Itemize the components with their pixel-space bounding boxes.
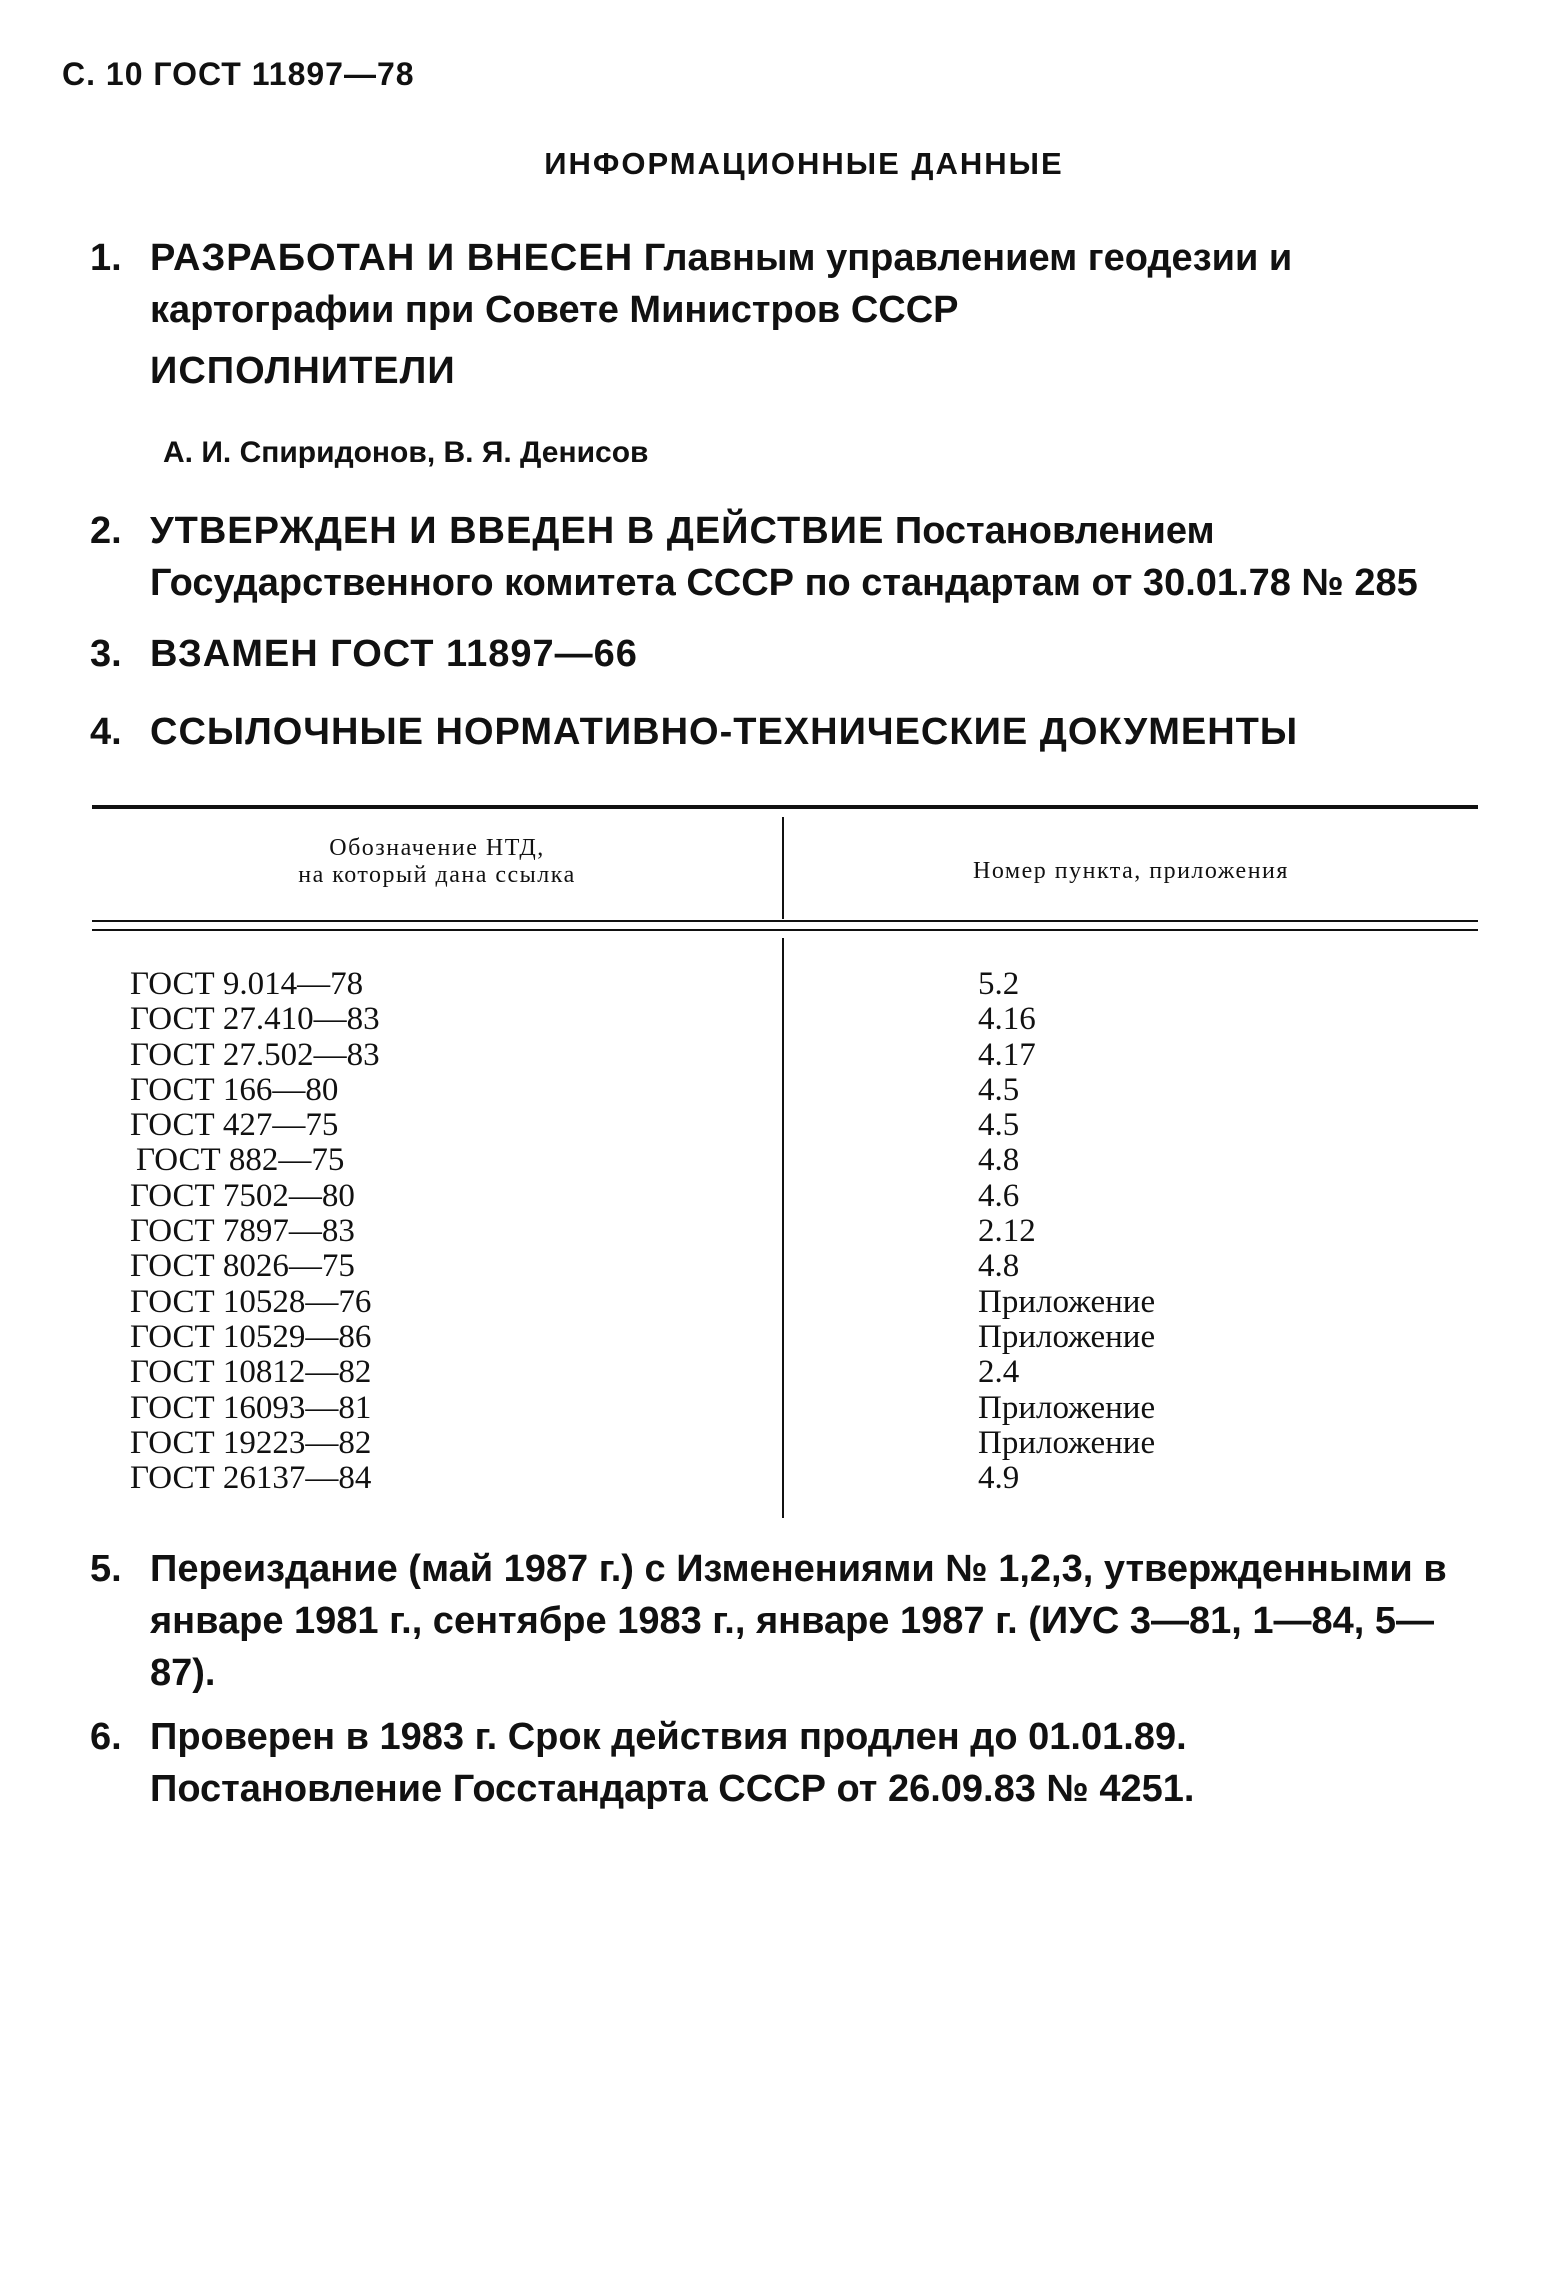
table-top-rule <box>92 805 1478 809</box>
item-5 <box>90 1543 1480 1699</box>
table-header-rule-2 <box>92 929 1478 931</box>
item-number: 6. <box>90 1716 122 1758</box>
item-caps: ССЫЛОЧНЫЕ НОРМАТИВНО-ТЕХНИЧЕСКИЕ ДОКУМЕНТЫ <box>150 711 1299 753</box>
item-3 <box>90 628 1480 680</box>
table-cell-ref: 4.8 <box>978 1248 1020 1285</box>
item-number: 1. <box>90 237 122 279</box>
table-cell-ref: 4.17 <box>978 1036 1036 1073</box>
table-cell-ref: 4.16 <box>978 1001 1036 1038</box>
table-cell-doc: ГОСТ 27.410—83 <box>130 1001 380 1038</box>
table-col-refs <box>978 967 1155 1496</box>
table-cell-doc: ГОСТ 7502—80 <box>130 1177 355 1214</box>
info-title: ИНФОРМАЦИОННЫЕ ДАННЫЕ <box>544 146 1064 181</box>
table-header-rule-1 <box>92 920 1478 922</box>
table-col-docs <box>130 967 380 1496</box>
table-cell-ref: Приложение <box>978 1283 1156 1320</box>
table-cell-doc: ГОСТ 10529—86 <box>130 1318 372 1355</box>
table-header-doc: Обозначение НТД, на который дана ссылка <box>298 835 576 888</box>
item-2 <box>90 505 1480 609</box>
item-text: Главным управлением геодезии и картографии при Совете Министров СССР <box>150 237 1293 331</box>
table-cell-ref: Приложение <box>978 1389 1156 1426</box>
item-number: 4. <box>90 711 122 753</box>
item-number: 3. <box>90 633 122 675</box>
item-4 <box>90 706 1480 758</box>
table-cell-doc: ГОСТ 27.502—83 <box>130 1036 380 1073</box>
table-cell-doc: ГОСТ 882—75 <box>136 1142 345 1179</box>
table-cell-doc: ГОСТ 10528—76 <box>130 1283 372 1320</box>
table-cell-ref: 4.5 <box>978 1071 1020 1108</box>
item-caps: УТВЕРЖДЕН И ВВЕДЕН В ДЕЙСТВИЕ <box>150 510 885 552</box>
table-cell-ref: 2.12 <box>978 1213 1036 1250</box>
table-cell-ref: 4.6 <box>978 1177 1020 1214</box>
table-cell-ref: 4.5 <box>978 1107 1020 1144</box>
item-text: Переиздание (май 1987 г.) с Изменениями № 1,2,3, утвержденными в январе 1981 г., сентябре 1983 г., январе 1987 г. (ИУС 3—81, 1—84, 5—87). <box>150 1548 1447 1694</box>
table-body-divider <box>782 938 784 1518</box>
table-cell-doc: ГОСТ 19223—82 <box>130 1424 372 1461</box>
table-cell-doc: ГОСТ 8026—75 <box>130 1248 355 1285</box>
table-cell-ref: Приложение <box>978 1424 1156 1461</box>
item-number: 5. <box>90 1548 122 1590</box>
table-cell-doc: ГОСТ 10812—82 <box>130 1354 372 1391</box>
table-cell-ref: 4.9 <box>978 1460 1020 1497</box>
item-number: 2. <box>90 510 122 552</box>
item-6 <box>90 1711 1480 1815</box>
table-cell-ref: 2.4 <box>978 1354 1020 1391</box>
table-cell-ref: Приложение <box>978 1318 1156 1355</box>
item-1 <box>90 232 1480 336</box>
table-cell-doc: ГОСТ 9.014—78 <box>130 966 364 1002</box>
table-cell-ref: 4.8 <box>978 1142 1020 1179</box>
executors-label: ИСПОЛНИТЕЛИ <box>150 350 456 392</box>
item-caps: РАЗРАБОТАН И ВНЕСЕН <box>150 237 634 279</box>
item-text: Постановлением Государственного комитета СССР по стандартам от 30.01.78 № 285 <box>150 510 1418 604</box>
item-caps: ВЗАМЕН ГОСТ 11897—66 <box>150 633 638 675</box>
table-cell-doc: ГОСТ 26137—84 <box>130 1460 372 1497</box>
table-cell-doc: ГОСТ 166—80 <box>130 1071 339 1108</box>
table-cell-doc: ГОСТ 16093—81 <box>130 1389 372 1426</box>
page-header: С. 10 ГОСТ 11897—78 <box>62 56 415 92</box>
executors-names: А. И. Спиридонов, В. Я. Денисов <box>163 436 649 469</box>
table-cell-ref: 5.2 <box>978 966 1020 1002</box>
item-text: Проверен в 1983 г. Срок действия продлен до 01.01.89. Постановление Госстандарта СССР от 26.09.83 № 4251. <box>150 1716 1195 1810</box>
table-cell-doc: ГОСТ 7897—83 <box>130 1213 355 1250</box>
table-cell-doc: ГОСТ 427—75 <box>130 1107 339 1144</box>
table-header-ref: Номер пункта, приложения <box>973 858 1289 884</box>
